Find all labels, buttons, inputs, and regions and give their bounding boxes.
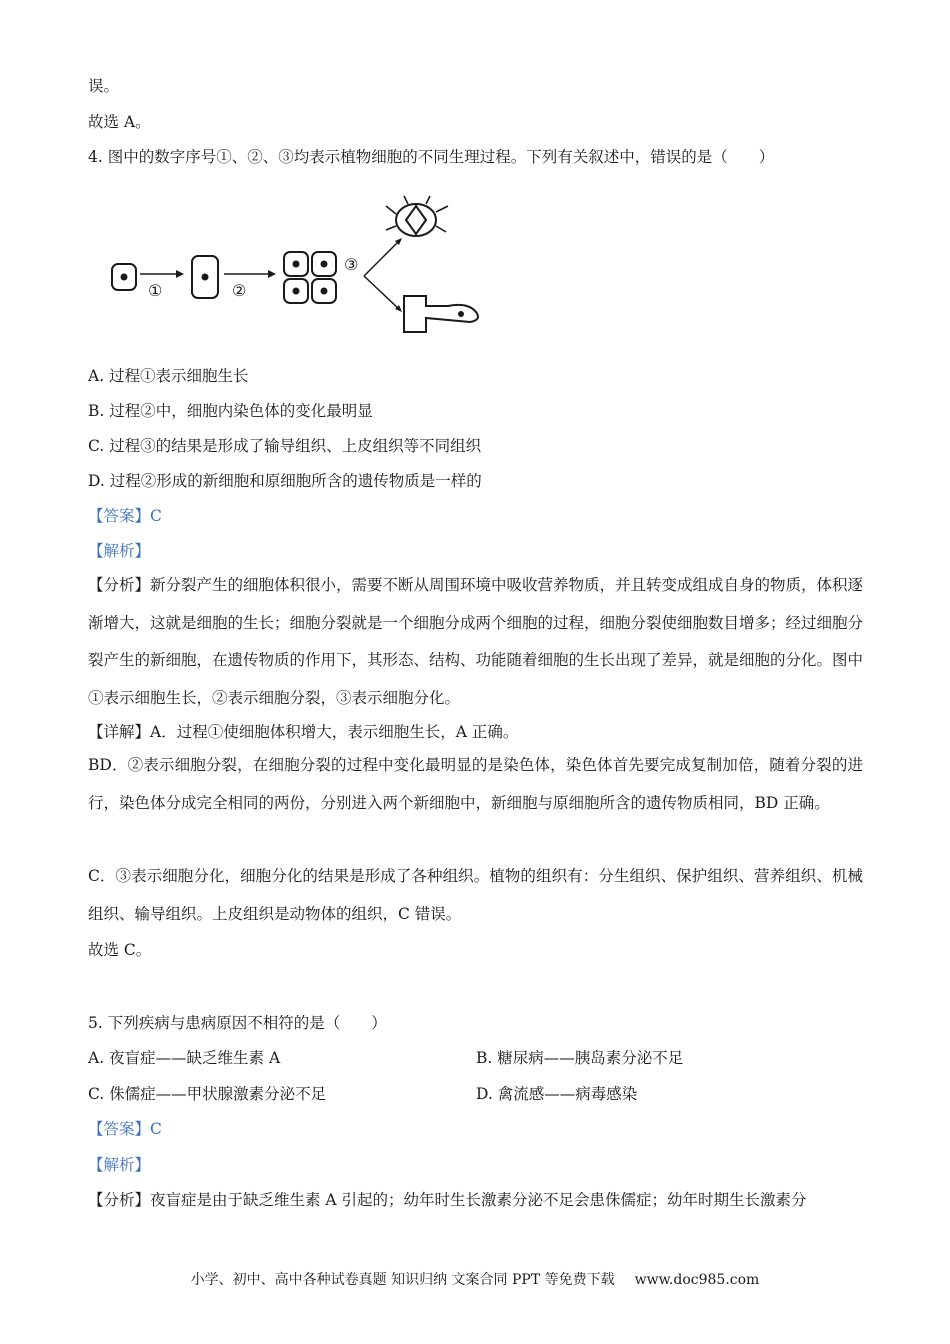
root-hair-cell	[404, 296, 478, 332]
process-label-3: ③	[344, 255, 359, 274]
footer-text: 小学、初中、高中各种试卷真题 知识归纳 文案合同 PPT 等免费下载	[190, 1272, 615, 1288]
question-5-stem: 5. 下列疾病与患病原因不相符的是（ ）	[88, 1014, 387, 1032]
choose-line: 故选 C。	[88, 941, 152, 959]
footer-url[interactable]: www.doc985.com	[634, 1272, 760, 1288]
detail-a: 【详解】A．过程①使细胞体积增大，表示细胞生长，A 正确。	[88, 723, 519, 741]
process-label-2: ②	[232, 281, 247, 300]
option-a: A. 夜盲症——缺乏维生素 A	[88, 1049, 281, 1067]
option-c: C. 过程③的结果是形成了输导组织、上皮组织等不同组织	[88, 437, 482, 455]
question-4-stem: 4. 图中的数字序号①、②、③均表示植物细胞的不同生理过程。下列有关叙述中，错误的是（ ）	[88, 148, 775, 166]
option-d: D. 禽流感——病毒感染	[476, 1085, 638, 1103]
analysis-line: 【分析】夜盲症是由于缺乏维生素 A 引起的；幼年时生长激素分泌不足会患侏儒症；幼年时期生长激素分	[88, 1191, 807, 1209]
answer-label: 【答案】C	[88, 507, 162, 525]
option-d: D. 过程②形成的新细胞和原细胞所含的遗传物质是一样的	[88, 472, 482, 490]
page-footer	[0, 1270, 950, 1290]
divided-cells	[284, 252, 336, 303]
analysis-paragraph: 【分析】新分裂产生的细胞体积很小，需要不断从周围环境中吸收营养物质，并且转变成组成自身的物质，体积逐渐增大，这就是细胞的生长；细胞分裂就是一个细胞分成两个细胞的过程，细胞分裂使细胞数目增多；经过细胞分裂产生的新细胞，在遗传物质的作用下，其形态、结构、功能随着细胞的生长出现了差异，就是细胞的分化。图中①表示细胞生长，②表示细胞分裂，③表示细胞分化。	[88, 576, 864, 707]
detail-bd: BD．②表示细胞分裂，在细胞分裂的过程中变化最明显的是染色体，染色体首先要完成复制加倍，随着分裂的进行，染色体分成完全相同的两份，分别进入两个新细胞中，新细胞与原细胞所含的遗传物质相同，BD 正确。	[88, 756, 863, 812]
process-label-1: ①	[148, 281, 163, 300]
analysis-label: 【解析】	[88, 542, 151, 560]
answer-label: 【答案】C	[88, 1120, 162, 1138]
option-b: B. 过程②中，细胞内染色体的变化最明显	[88, 402, 373, 420]
text-line: 故选 A。	[88, 113, 151, 131]
option-a: A. 过程①表示细胞生长	[88, 367, 249, 385]
option-b: B. 糖尿病——胰岛素分泌不足	[476, 1049, 684, 1067]
text-line: 误。	[88, 77, 120, 95]
option-c: C. 侏儒症——甲状腺激素分泌不足	[88, 1085, 327, 1103]
cell-process-diagram	[108, 194, 488, 340]
vascular-tissue-cell	[386, 196, 448, 236]
detail-c: C．③表示细胞分化，细胞分化的结果是形成了各种组织。植物的组织有：分生组织、保护组织、营养组织、机械组织、输导组织。上皮组织是动物体的组织，C 错误。	[88, 867, 863, 923]
analysis-label: 【解析】	[88, 1156, 151, 1174]
